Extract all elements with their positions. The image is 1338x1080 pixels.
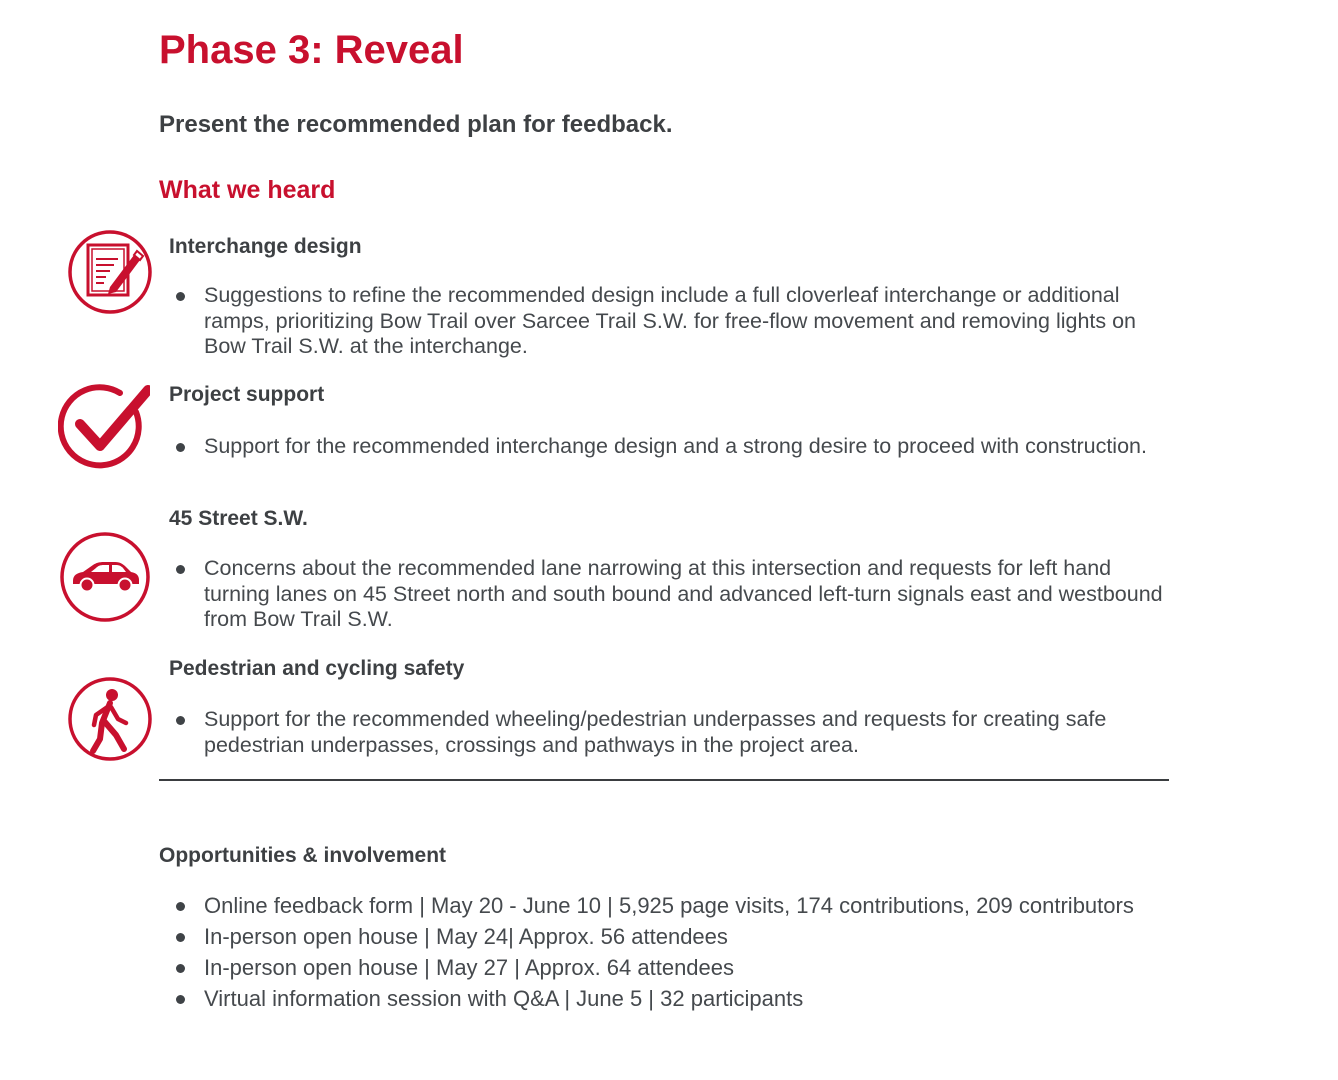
topic-title-45-street: 45 Street S.W. xyxy=(169,507,308,530)
topic-title-project-support: Project support xyxy=(169,383,325,406)
list-item: Online feedback form | May 20 - June 10 | 5,925 page visits, 174 contributions, 209 contributors xyxy=(170,890,1150,921)
section-divider xyxy=(159,779,1169,781)
topic-title-pedestrian-cycling-safety: Pedestrian and cycling safety xyxy=(169,657,465,680)
topic-title-interchange-design: Interchange design xyxy=(169,235,362,258)
list-item: In-person open house | May 24| Approx. 56 attendees xyxy=(170,921,1150,952)
list-item: Support for the recommended interchange design and a strong desire to proceed with construction. xyxy=(170,434,1180,460)
list-item: Support for the recommended wheeling/pedestrian underpasses and requests for creating safe pedestrian underpasses, crossings and pathways in the project area. xyxy=(170,707,1180,758)
list-item: Concerns about the recommended lane narrowing at this intersection and requests for left hand turning lanes on 45 Street north and south bound and advanced left-turn signals east and westbound from Bow Trail S.W. xyxy=(170,556,1180,633)
opportunities-list xyxy=(170,890,1150,1014)
list-item: Virtual information session with Q&A | June 5 | 32 participants xyxy=(170,983,1150,1014)
topic-bullets-45-street xyxy=(170,556,1180,633)
topic-bullets-interchange-design xyxy=(170,283,1180,360)
pedestrian-icon xyxy=(64,673,156,765)
topic-bullets-project-support xyxy=(170,434,1180,460)
topic-bullets-pedestrian-cycling-safety xyxy=(170,707,1180,758)
page-subtitle: Present the recommended plan for feedback. xyxy=(159,111,673,138)
checkmark-icon xyxy=(58,382,150,474)
list-item: In-person open house | May 27 | Approx. 64 attendees xyxy=(170,952,1150,983)
list-item: Suggestions to refine the recommended design include a full cloverleaf interchange or additional ramps, prioritizing Bow Trail over Sarcee Trail S.W. for free-flow movement and removing lights on Bow Trail S.W. at the interchange. xyxy=(170,283,1180,360)
opportunities-title: Opportunities & involvement xyxy=(159,844,447,867)
page-title: Phase 3: Reveal xyxy=(159,28,464,72)
section-heading-what-we-heard: What we heard xyxy=(159,176,336,204)
car-icon xyxy=(59,531,151,623)
document-edit-icon xyxy=(64,227,156,319)
